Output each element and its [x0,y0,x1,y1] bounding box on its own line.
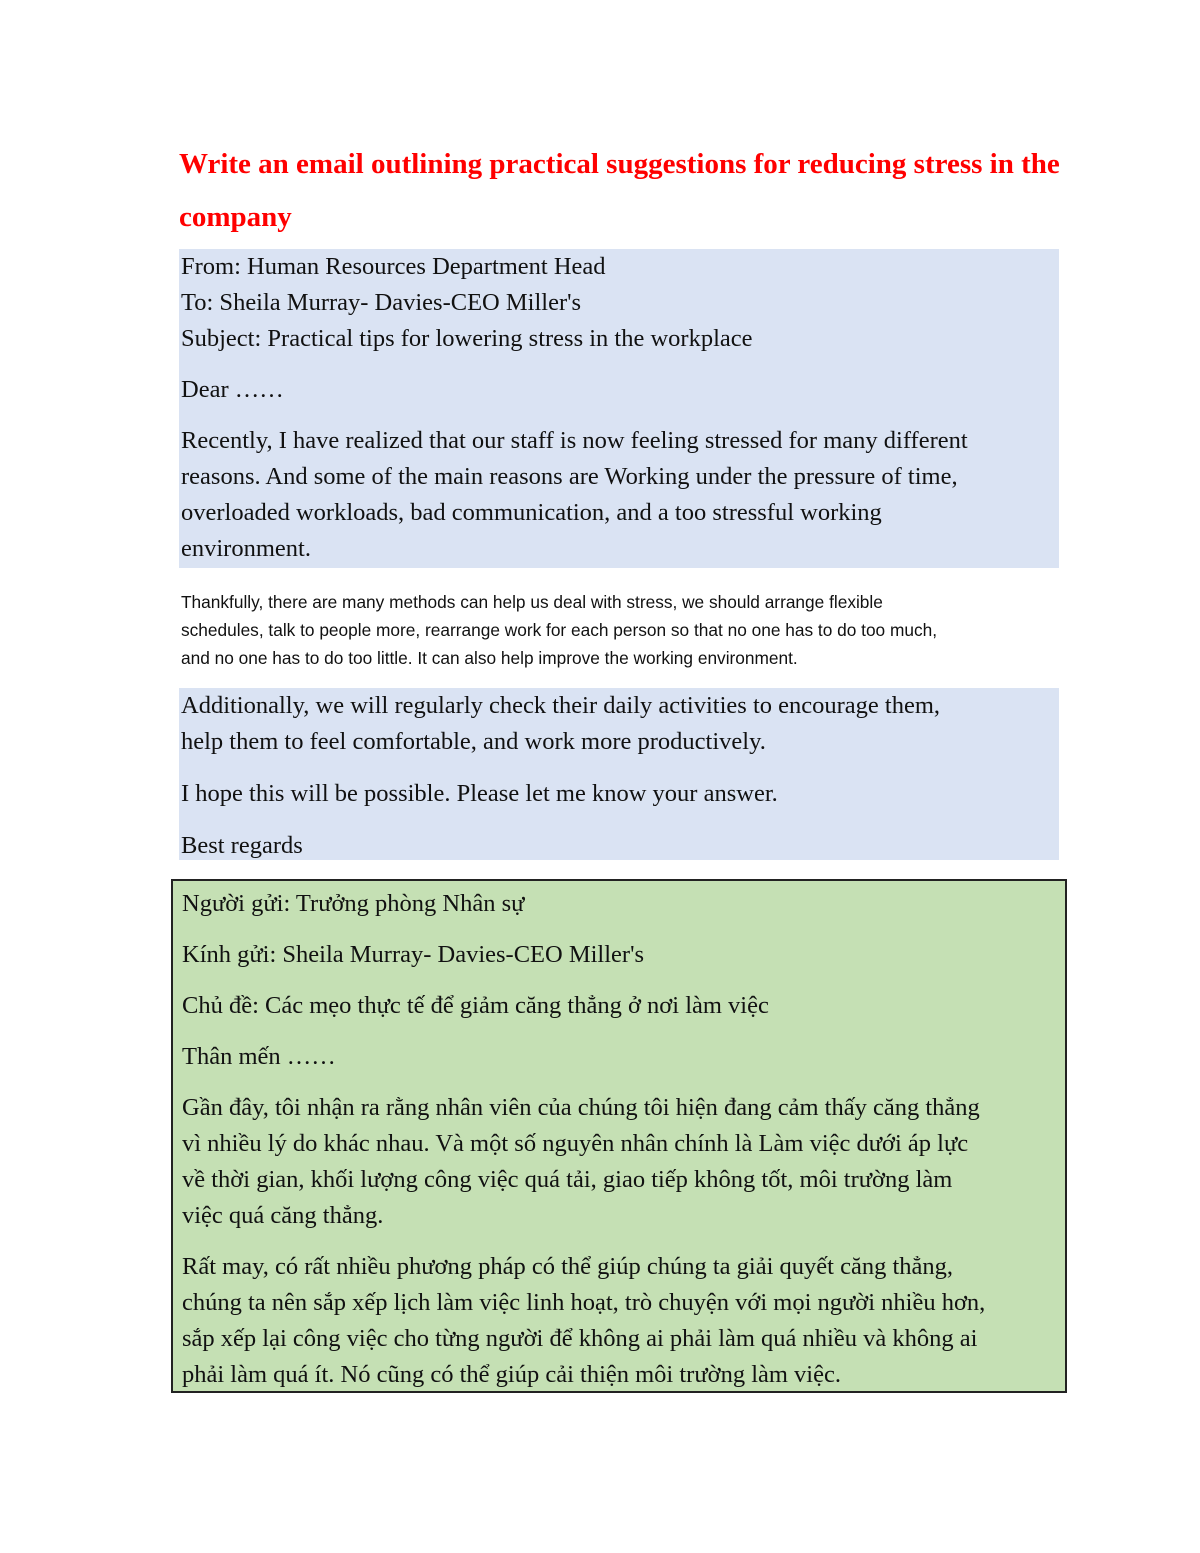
email-sign-off: Best regards [181,832,303,859]
vi-email-subject: Chủ đề: Các mẹo thực tế để giảm căng thẳng ở nơi làm việc [182,992,769,1019]
paragraph-line: environment. [181,535,311,562]
vi-email-paragraph-2 [173,1249,1065,1393]
vietnamese-translation-box [171,879,1067,1393]
paragraph-line: sắp xếp lại công việc cho từng người để không ai phải làm quá nhiều và không ai [182,1325,978,1352]
paragraph-line: việc quá căng thẳng. [182,1202,384,1229]
vi-email-to: Kính gửi: Sheila Murray- Davies-CEO Miller's [182,941,645,968]
paragraph-line: Thankfully, there are many methods can help us deal with stress, we should arrange flexible [181,592,883,612]
email-paragraph-3 [179,688,1059,760]
paragraph-line: phải làm quá ít. Nó cũng có thể giúp cải thiện môi trường làm việc. [182,1361,841,1388]
email-closing-request: I hope this will be possible. Please let me know your answer. [181,780,778,807]
paragraph-line: overloaded workloads, bad communication, and a too stressful working [181,499,882,526]
paragraph-line: and no one has to do too little. It can also help improve the working environment. [181,648,798,668]
page-title: Write an email outlining practical suggestions for reducing stress in the company [179,148,1060,233]
vi-email-paragraph-1 [173,1090,1065,1234]
paragraph-line: schedules, talk to people more, rearrange work for each person so that no one has to do too much, [181,620,938,640]
email-from: From: Human Resources Department Head [181,253,606,280]
english-email-closing-block [179,688,1059,860]
english-email-header-block [179,249,1059,568]
vi-email-salutation: Thân mến …… [182,1043,336,1070]
vi-email-from: Người gửi: Trưởng phòng Nhân sự [182,890,525,917]
paragraph-line: Recently, I have realized that our staff is now feeling stressed for many different [181,427,968,454]
email-paragraph-2 [181,588,1061,672]
paragraph-line: Gần đây, tôi nhận ra rằng nhân viên của chúng tôi hiện đang cảm thấy căng thẳng [182,1094,980,1121]
paragraph-line: help them to feel comfortable, and work more productively. [181,728,766,755]
paragraph-line: reasons. And some of the main reasons are Working under the pressure of time, [181,463,958,490]
paragraph-line: Additionally, we will regularly check their daily activities to encourage them, [181,692,941,719]
paragraph-line: Rất may, có rất nhiều phương pháp có thể giúp chúng ta giải quyết căng thẳng, [182,1253,954,1280]
paragraph-line: về thời gian, khối lượng công việc quá tải, giao tiếp không tốt, môi trường làm [182,1166,953,1193]
email-subject: Subject: Practical tips for lowering stress in the workplace [181,325,753,352]
paragraph-line: chúng ta nên sắp xếp lịch làm việc linh hoạt, trò chuyện với mọi người nhiều hơn, [182,1289,986,1316]
email-paragraph-1 [179,423,1059,567]
email-salutation: Dear …… [181,376,284,403]
email-to: To: Sheila Murray- Davies-CEO Miller's [181,289,582,316]
paragraph-line: vì nhiều lý do khác nhau. Và một số nguyên nhân chính là Làm việc dưới áp lực [182,1130,969,1157]
